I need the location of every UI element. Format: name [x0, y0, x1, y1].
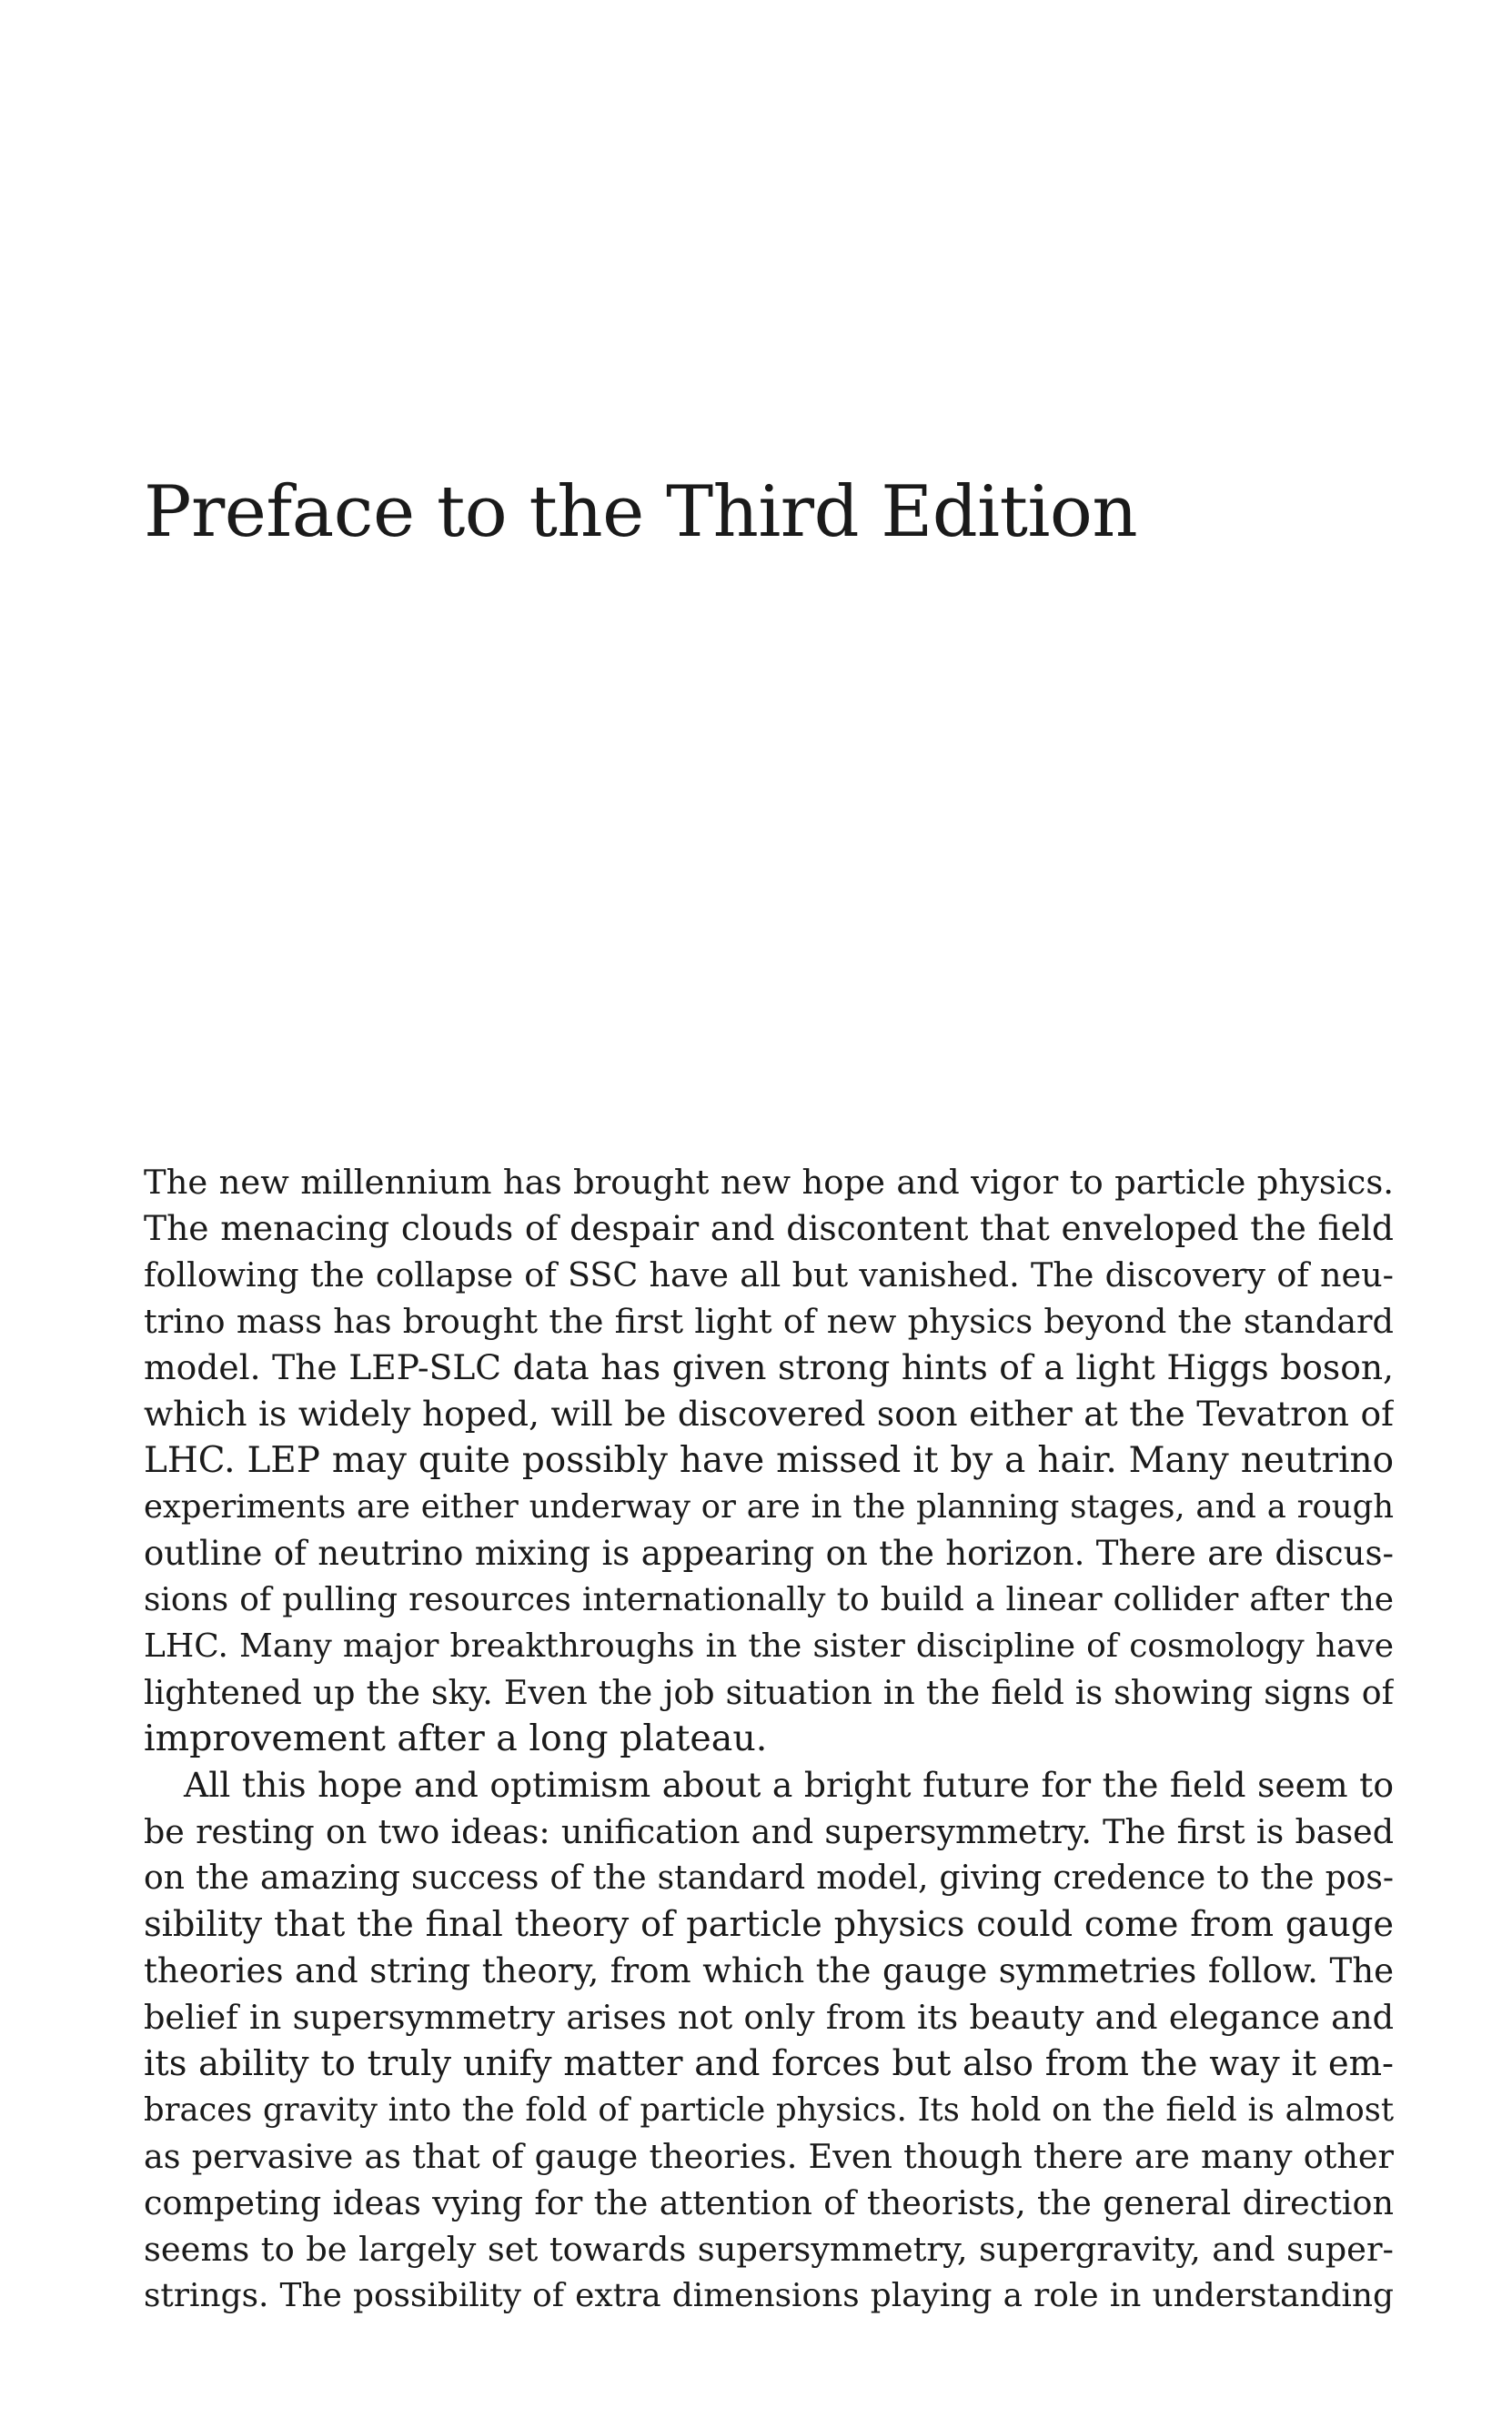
text-line: as pervasive as that of gauge theories. Even though there are many other	[144, 2137, 1394, 2176]
page-title: Preface to the Third Edition	[144, 471, 1138, 553]
text-line: model. The LEP-SLC data has given strong hints of a light Higgs boson,	[144, 1347, 1394, 1387]
text-line: improvement after a long plateau.	[144, 1718, 768, 1759]
text-line: belief in supersymmetry arises not only from its beauty and elegance and	[144, 1998, 1394, 2037]
text-line: be resting on two ideas: unification and supersymmetry. The first is based	[144, 1812, 1394, 1851]
text-line: its ability to truly unify matter and forces but also from the way it em-	[144, 2043, 1394, 2084]
text-line: LHC. Many major breakthroughs in the sister discipline of cosmology have	[144, 1627, 1394, 1665]
text-line: trino mass has brought the first light of new physics beyond the standard	[144, 1302, 1394, 1341]
text-line: which is widely hoped, will be discovered soon either at the Tevatron of	[144, 1394, 1394, 1434]
text-line: theories and string theory, from which the gauge symmetries follow. The	[144, 1951, 1394, 1990]
text-line: strings. The possibility of extra dimensions playing a role in understanding	[144, 2277, 1394, 2314]
text-line: sibility that the final theory of particle physics could come from gauge	[144, 1904, 1394, 1945]
paragraph	[144, 1762, 1394, 2319]
text-line: lightened up the sky. Even the job situation in the field is showing signs of	[144, 1673, 1394, 1712]
text-line: following the collapse of SSC have all but vanished. The discovery of neu-	[144, 1255, 1394, 1295]
text-line: The new millennium has brought new hope and vigor to particle physics.	[144, 1163, 1394, 1202]
paragraph	[144, 1159, 1394, 1762]
body-text	[144, 1159, 1394, 2319]
text-line: LHC. LEP may quite possibly have missed it by a hair. Many neutrino	[144, 1440, 1394, 1481]
text-line: on the amazing success of the standard model, giving credence to the pos-	[144, 1859, 1394, 1897]
text-line: braces gravity into the fold of particle physics. Its hold on the field is almost	[144, 2091, 1394, 2129]
text-line: experiments are either underway or are in the planning stages, and a rough	[144, 1488, 1394, 1526]
text-line: seems to be largely set towards supersymmetry, supergravity, and super-	[144, 2230, 1394, 2269]
text-line: The menacing clouds of despair and discontent that enveloped the field	[144, 1208, 1394, 1248]
text-line: All this hope and optimism about a bright future for the field seem to	[184, 1765, 1394, 1805]
text-line: competing ideas vying for the attention of theorists, the general direction	[144, 2183, 1394, 2222]
text-line: sions of pulling resources internationally to build a linear collider after the	[144, 1581, 1394, 1618]
text-line: outline of neutrino mixing is appearing on the horizon. There are discus-	[144, 1534, 1394, 1573]
